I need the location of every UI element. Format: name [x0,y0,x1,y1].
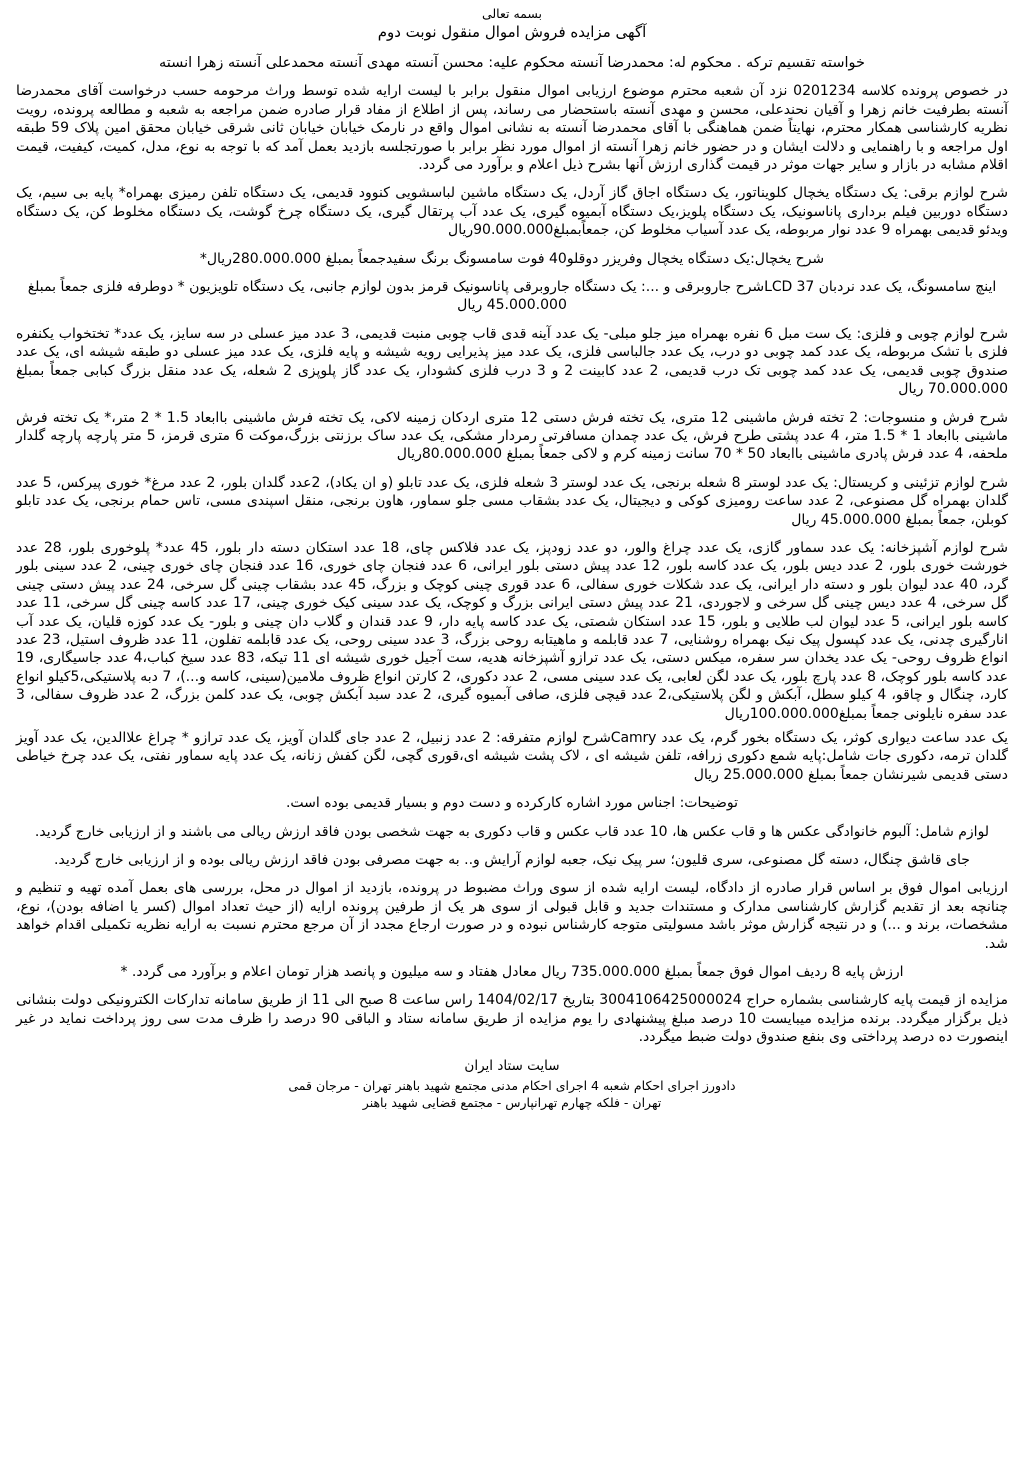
carpets-textiles-paragraph: شرح فرش و منسوجات: 2 تخته فرش ماشینی 12 متری، یک تخته فرش دستی 12 متری اردکان زمینه لاکی، یک تخته فرش ماشینی باابعاد 1.5 * 2 متر،* یک تخته فرش ماشینی باابعاد 1 * 1.5 متر، 4 عدد پشتی طرح فرش، یک عدد چمدان مسافرتی رمردار مشکی، یک عدد ساک برزنتی بزرگ،موکت 6 متری قرمز، 5 متر پارچه پارچه گلدار ملحفه، 4 عدد فرش پادری ماشینی باابعاد 50 * 70 سانت زمینه کرم و لاکی جمعاً بمبلغ 80.000.000ریال [16,409,1008,463]
setad-site-label: سایت ستاد ایران [464,1057,560,1074]
parties-line: خواسته تقسیم ترکه . محکوم له: محمدرضا آنسته محکوم علیه: محسن آنسته مهدی آنسته محمدعلی آنسته زهرا انسته [158,55,865,71]
kitchen-items-paragraph: شرح لوازم آشپزخانه: یک عدد سماور گازی، یک عدد چراغ والور، دو عدد زودپز، یک عدد فلاکس چای، 18 عدد استکان دسته دار بلور، 45 عدد* پلوخوری بلور، 28 عدد خورشت خوری بلور، 2 عدد دیس بلور، یک عدد کاسه بلور، 12 عدد پیش دستی بلور ایرانی، 6 عدد فنجان چای خوری، 16 عدد فنجان چای خوری چینی، 2 عدد سینی بلور گرد، 40 عدد لیوان بلور و دسته دار ایرانی، یک عدد شکلات خوری سفالی، 6 عدد قوری چینی کوچک و بزرگ، 45 عدد بشقاب چینی گل سرخی، 24 عدد پیش دستی چینی گل سرخی، 4 عدد دیس چینی گل سرخی و لاجوردی، 21 عدد پیش دستی ایرانی بزرگ و کوچک، یک عدد سینی کیک خوری چینی، 17 عدد کاسه چینی گل سرخی، 11 عدد کاسه بلور ایرانی، 5 عدد لیوان لب طلایی و بلور، 15 عدد استکان شصتی، یک عدد کاسه پایه دار، 9 عدد قندان و گلاب دان چینی و بلور- یک عدد کوزه قلیان، یک عدد آب انارگیری چدنی، یک عدد کپسول پیک نیک بهمراه روشنایی، 7 عدد قابلمه و ماهیتابه روحی بزرگ، 3 عدد سینی روحی، یک عدد قابلمه تفلون، 11 عدد ظروف استیل، 23 عدد انواع ظروف روحی- یک عدد یخدان سر سفره، میکس دستی، یک عدد ترازو آشپزخانه هدیه، ست آجیل خوری شیشه ای 11 تیکه، 83 عدد سیخ کباب،4 عدد جاسیگاری، 19 عدد کاسه بلور کوچک، 8 عدد پارچ بلور، یک عدد لگن لعابی، یک عدد سینی مسی، 2 عدد دکوری، 2 کارتن انواع ظروف ملامین(سینی، کاسه و...)، 7 دبه پلاستیکی،5کیلو انواع کارد، چنگال و چاقو، 4 کیلو سطل، آبکش و لگن پلاستیکی،2 عدد قیچی فلزی، صافی آبمیوه گیری، 2 عدد سبد آبکش چوبی، یک عدد کلمن بزرگ، 2 عدد ظروف سفالی، 3 عدد سفره نایلونی جمعاً بمبلغ100.000.000ریال [16,539,1009,722]
wood-metal-items-paragraph: شرح لوازم چوبی و فلزی: یک ست مبل 6 نفره بهمراه میز جلو مبلی- یک عدد آینه قدی قاب چوبی منبت قدیمی، 3 عدد میز عسلی در سه سایز، یک عدد* تختخواب یکنفره فلزی با تشک مربوطه، یک عدد کمد چوبی دو درب، یک عدد جالباسی فلزی، یک عدد میز پذیرایی رویه شیشه و پایه فلزی، یک عدد میز عسلی دو طبقه شیشه ای، یک عدد صندوق چوبی قدیمی، یک عدد کمد چوبی تک درب قدیمی، 2 عدد کابینت 2 و 3 درب فلزی کشودار، یک عدد گاز پلوپزی 2 شعله، یک عدد منقل بزرگ کبابی جمعاً بمبلغ 70.000.000 ریال [16,325,1009,398]
excluded-consumables-paragraph: جای قاشق چنگال، دسته گل مصنوعی، سری قلیون؛ سر پیک نیک، جعبه لوازم آرایش و.. به جهت مصرفی بودن فاقد ارزش ریالی بوده و از ارزیابی خارج گردید. [54,852,970,869]
assessment-basis-paragraph: ارزیابی اموال فوق بر اساس قرار صادره از دادگاه، لیست ارایه شده از سوی وراث مضبوط در پرونده، بازدید از اموال در محل، بررسی های بعمل آمده تهیه و تنظیم و چنانچه بعد از تقدیم گزارش کارشناسی مدارک و مستندات جدید و قابل قبولی از سوی هر یک از طرفین پرونده ارایه (از حیث تعداد اموال (کسر یا اضافه بودن)، نوع، مشخصات، برند و ...) و در نتیجه گزارش موثر باشد مسولیتی متوجه کارشناس نبوده و در صورت ارجاع مجدد از آن مرجع محترم نسبت به ارایه نظریه تکمیلی اقدام خواهد شد. [16,880,1008,952]
decorative-crystal-paragraph: شرح لوازم تزئینی و کریستال: یک عدد لوستر 8 شعله برنجی، یک عدد لوستر 3 شعله فلزی، یک عدد تابلو (و ان یکاد)، 2عدد گلدان بلور، 2 عدد مرغ* خوری پیرکس، 5 عدد گلدان بهمراه گل مصنوعی، 2 عدد ساعت رومیزی کوکی و دیجیتال، یک عدد بشقاب مسی جلو سماور، هاون برنجی، منقل اسپندی مسی، تاس حمام برنجی، یک عدد تابلو کوبلن، جمعاً بمبلغ 45.000.000 ریال [16,474,1009,528]
electrical-appliances-paragraph: شرح لوازم برقی: یک دستگاه یخچال کلویناتور، یک دستگاه اجاق گاز آردل، یک دستگاه ماشین لباسشویی کنوود قدیمی، یک دستگاه تلفن رمیزی بهمراه* پایه بی سیم، یک دستگاه دوربین فیلم برداری پاناسونیک، یک دستگاه پلویز،یک دستگاه آبمیوه گیری، یک عدد آب پرتقال گیری، یک دستگاه چرخ گوشت، یک دستگاه مخلوط کن، یک دستگاه ویدئو قدیمی بهمراه 9 عدد نوار مربوطه، یک عدد آسیاب مخلوط کن، جمعاًبمبلغ90.000.000ریال [16,185,1008,239]
vacuum-tv-paragraph: اینچ سامسونگ، یک عدد نردبان LCD 37شرح جاروبرقی و ...: یک دستگاه جاروبرقی پاناسونیک قرمز بدون لوازم جانبی، یک دستگاه تلویزیون * دوطرفه فلزی جمعاً بمبلغ 45.000.000 ریال [27,279,997,314]
intro-paragraph: در خصوص پرونده کلاسه 0201234 نزد آن شعبه محترم موضوع ارزیابی اموال منقول برابر با لیست ارایه شده توسط وراث مرحومه حسب درخواست آقای محمدرضا آنسته بطرفیت خانم زهرا و آقیان نحندعلی، محسن و مهدی آنسته باستحضار می رساند، پس از اطلاع از مفاد قرار صادره ضمن مراجعه به شعبه و مطالعه پرونده، رویت نظریه کارشناسی همکار محترم، نهایتاً ضمن هماهنگی با آقای محمدرضا آنسته به نشانی اموال واقع در نارمک خیابان خیابان ثانی شرقی خیابان محقق امین پلاک 59 طبقه اول مراجعه و با راهنمایی و دلالت ایشان و در حضور خانم زهرا آنسته از اموال مورد نظر برابر با صورتجلسه بازدید بعمل آمد که با توجه به نوع، مدل، کمیت، کیفیت، قیمت اقلام مشابه در بازار و سایر جهات موثر در قیمت گذاری ارزش آنها بشرح ذیل اعلام و برآورد می گردد. [16,83,1008,174]
notice-title: آگهی مزایده فروش اموال منقول نوبت دوم [377,23,647,41]
office-line-1: دادورز اجرای احکام شعبه 4 اجرای احکام مدنی مجتمع شهید باهنر تهران - مرجان قمی [288,1077,736,1093]
invocation: بسمه تعالی [481,6,543,21]
notes-paragraph: توضیحات: اجناس مورد اشاره کارکرده و دست دوم و بسیار قدیمی بوده است. [285,795,739,812]
office-line-2: تهران - فلکه چهارم تهرانپارس - مجتمع قضایی شهید باهنر [362,1094,662,1110]
miscellaneous-items-paragraph: یک عدد ساعت دیواری کوثر، یک دستگاه بخور گرم، یک عدد Camryشرح لوازم متفرقه: 2 عدد زنبیل، 2 عدد جای گلدان آویز، یک عدد ترازو * چراغ علاالدین، یک عدد آویز گلدان ترمه، دکوری جات شامل:پایه شمع دکوری زرافه، تلفن شیشه ای ، لاک پشت شیشه ای،قوری گچی، لگن کفش زنانه، یک عدد پایه سماور نفتی، یک عدد چرخ خیاطی دستی قدیمی شیرنشان جمعاً بمبلغ 25.000.000 ریال [16,730,1009,783]
excluded-albums-paragraph: لوازم شامل: آلبوم خانوادگی عکس ها و قاب عکس ها، 10 عدد قاب عکس و قاب دکوری به جهت شخصی بودن فاقد ارزش ریالی می باشند و از ارزیابی خارج گردید. [34,823,990,840]
base-value-paragraph: ارزش پایه 8 ردیف اموال فوق جمعاً بمبلغ 735.000.000 ریال معادل هفتاد و سه میلیون و پانصد هزار تومان اعلام و برآورد می گردد. * [120,964,904,981]
auction-terms-paragraph: مزایده از قیمت پایه کارشناسی بشماره حراج 3004106425000024 بتاریخ 1404/02/17 راس ساعت 8 صبح الی 11 از طریق سامانه تدارکات الکترونیکی دولت بنشانی ذیل برگزار میگردد. برنده مزایده میبایست 10 درصد مبلغ پیشنهادی را یوم مزایده از طریق سامانه ستاد و الباقی 90 درصد را ظرف مدت سی روز پرداخت نماید در غیر اینصورت ده درصد پرداختی وی بنفع صندوق دولت ضبط میگردد. [16,992,1009,1046]
refrigerator-paragraph: شرح یخچال:یک دستگاه یخچال وفریزر دوقلو40 فوت سامسونگ برنگ سفیدجمعاً بمبلغ 280.000.000ریال* [199,250,825,267]
